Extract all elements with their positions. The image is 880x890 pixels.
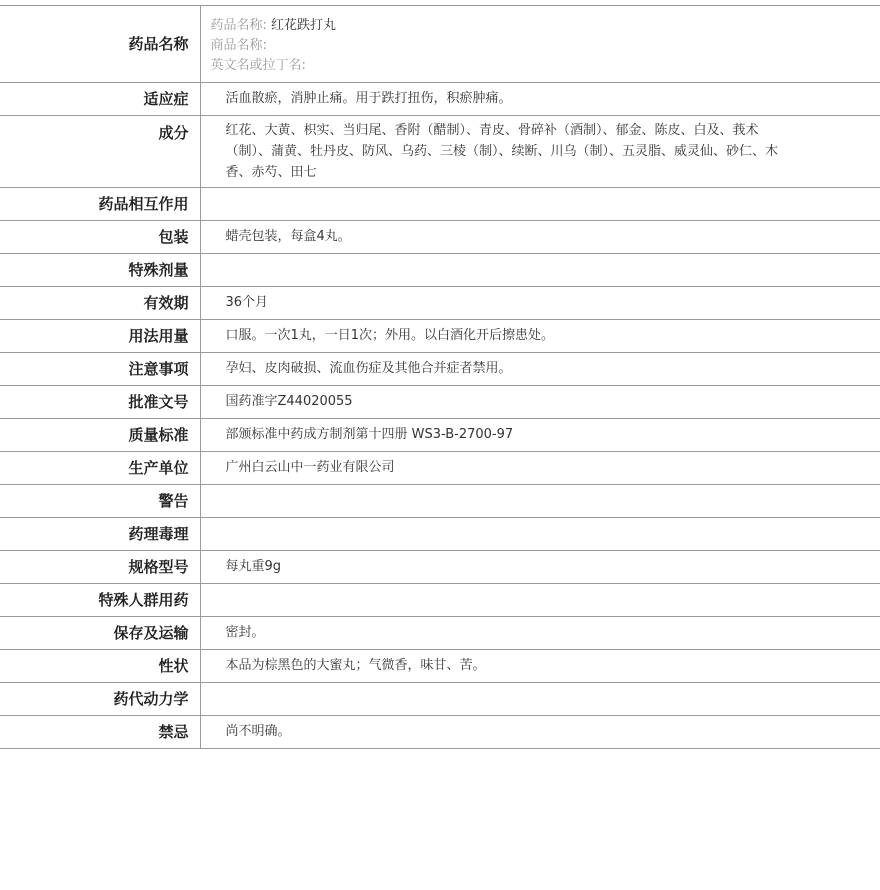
row-label: 生产单位 [0,452,200,485]
row-value: 部颁标准中药成方制剂第十四册 WS3-B-2700-97 [200,419,880,452]
row-quality-standard [0,419,880,452]
row-drug-name [0,6,880,83]
row-warnings [0,485,880,518]
row-value: 红花、大黄、枳实、当归尾、香附（醋制）、青皮、骨碎补（酒制）、郁金、陈皮、白及、莪术（制）、蒲黄、牡丹皮、防风、乌药、三棱（制）、续断、川乌（制）、五灵脂、威灵仙、砂仁、木香、赤芍、田七 [200,116,880,188]
row-value [200,188,880,221]
trade-name-line [211,36,791,56]
row-label: 用法用量 [0,320,200,353]
row-label: 适应症 [0,83,200,116]
english-name-key: 英文名或拉丁名: [210,58,306,73]
row-interactions [0,188,880,221]
english-name-line [211,56,791,76]
row-label: 注意事项 [0,353,200,386]
trade-name-key: 商品名称: [210,38,267,53]
row-manufacturer [0,452,880,485]
row-label: 药代动力学 [0,683,200,716]
row-packaging [0,221,880,254]
generic-name-line [211,16,791,36]
row-value: 活血散瘀，消肿止痛。用于跌打扭伤，积瘀肿痛。 [200,83,880,116]
row-storage [0,617,880,650]
row-value: 每丸重9g [200,551,880,584]
row-label: 保存及运输 [0,617,200,650]
row-label: 成分 [0,116,200,188]
row-value [200,683,880,716]
row-precautions [0,353,880,386]
row-ingredients [0,116,880,188]
row-value: 国药准字Z44020055 [200,386,880,419]
drug-info-table [0,5,880,749]
row-shelf-life [0,287,880,320]
row-value [200,518,880,551]
row-contraindications [0,716,880,749]
row-value [200,254,880,287]
row-value: 广州白云山中一药业有限公司 [200,452,880,485]
row-pharmacology [0,518,880,551]
row-pharmacokinetics [0,683,880,716]
row-label: 规格型号 [0,551,200,584]
row-label: 药理毒理 [0,518,200,551]
row-label: 有效期 [0,287,200,320]
generic-name-key: 药品名称: [210,18,267,33]
generic-name-value: 红花跌打丸 [271,18,337,33]
row-value: 孕妇、皮肉破损、流血伤症及其他合并症者禁用。 [200,353,880,386]
row-dosage [0,320,880,353]
row-appearance [0,650,880,683]
row-indications [0,83,880,116]
row-special-dosage [0,254,880,287]
row-special-populations [0,584,880,617]
row-value [200,584,880,617]
row-value: 本品为棕黑色的大蜜丸；气微香，味甘、苦。 [200,650,880,683]
row-label: 药品相互作用 [0,188,200,221]
row-label: 特殊剂量 [0,254,200,287]
row-value [200,485,880,518]
row-specification [0,551,880,584]
drug-name-cell [200,6,880,83]
row-value: 尚不明确。 [200,716,880,749]
row-label: 警告 [0,485,200,518]
row-label: 特殊人群用药 [0,584,200,617]
row-label: 药品名称 [0,6,200,83]
row-label: 禁忌 [0,716,200,749]
row-label: 包装 [0,221,200,254]
row-value: 36个月 [200,287,880,320]
row-value: 密封。 [200,617,880,650]
row-label: 批准文号 [0,386,200,419]
row-value: 口服。一次1丸，一日1次；外用。以白酒化开后擦患处。 [200,320,880,353]
row-label: 性状 [0,650,200,683]
row-label: 质量标准 [0,419,200,452]
row-approval-number [0,386,880,419]
row-value: 蜡壳包装，每盒4丸。 [200,221,880,254]
